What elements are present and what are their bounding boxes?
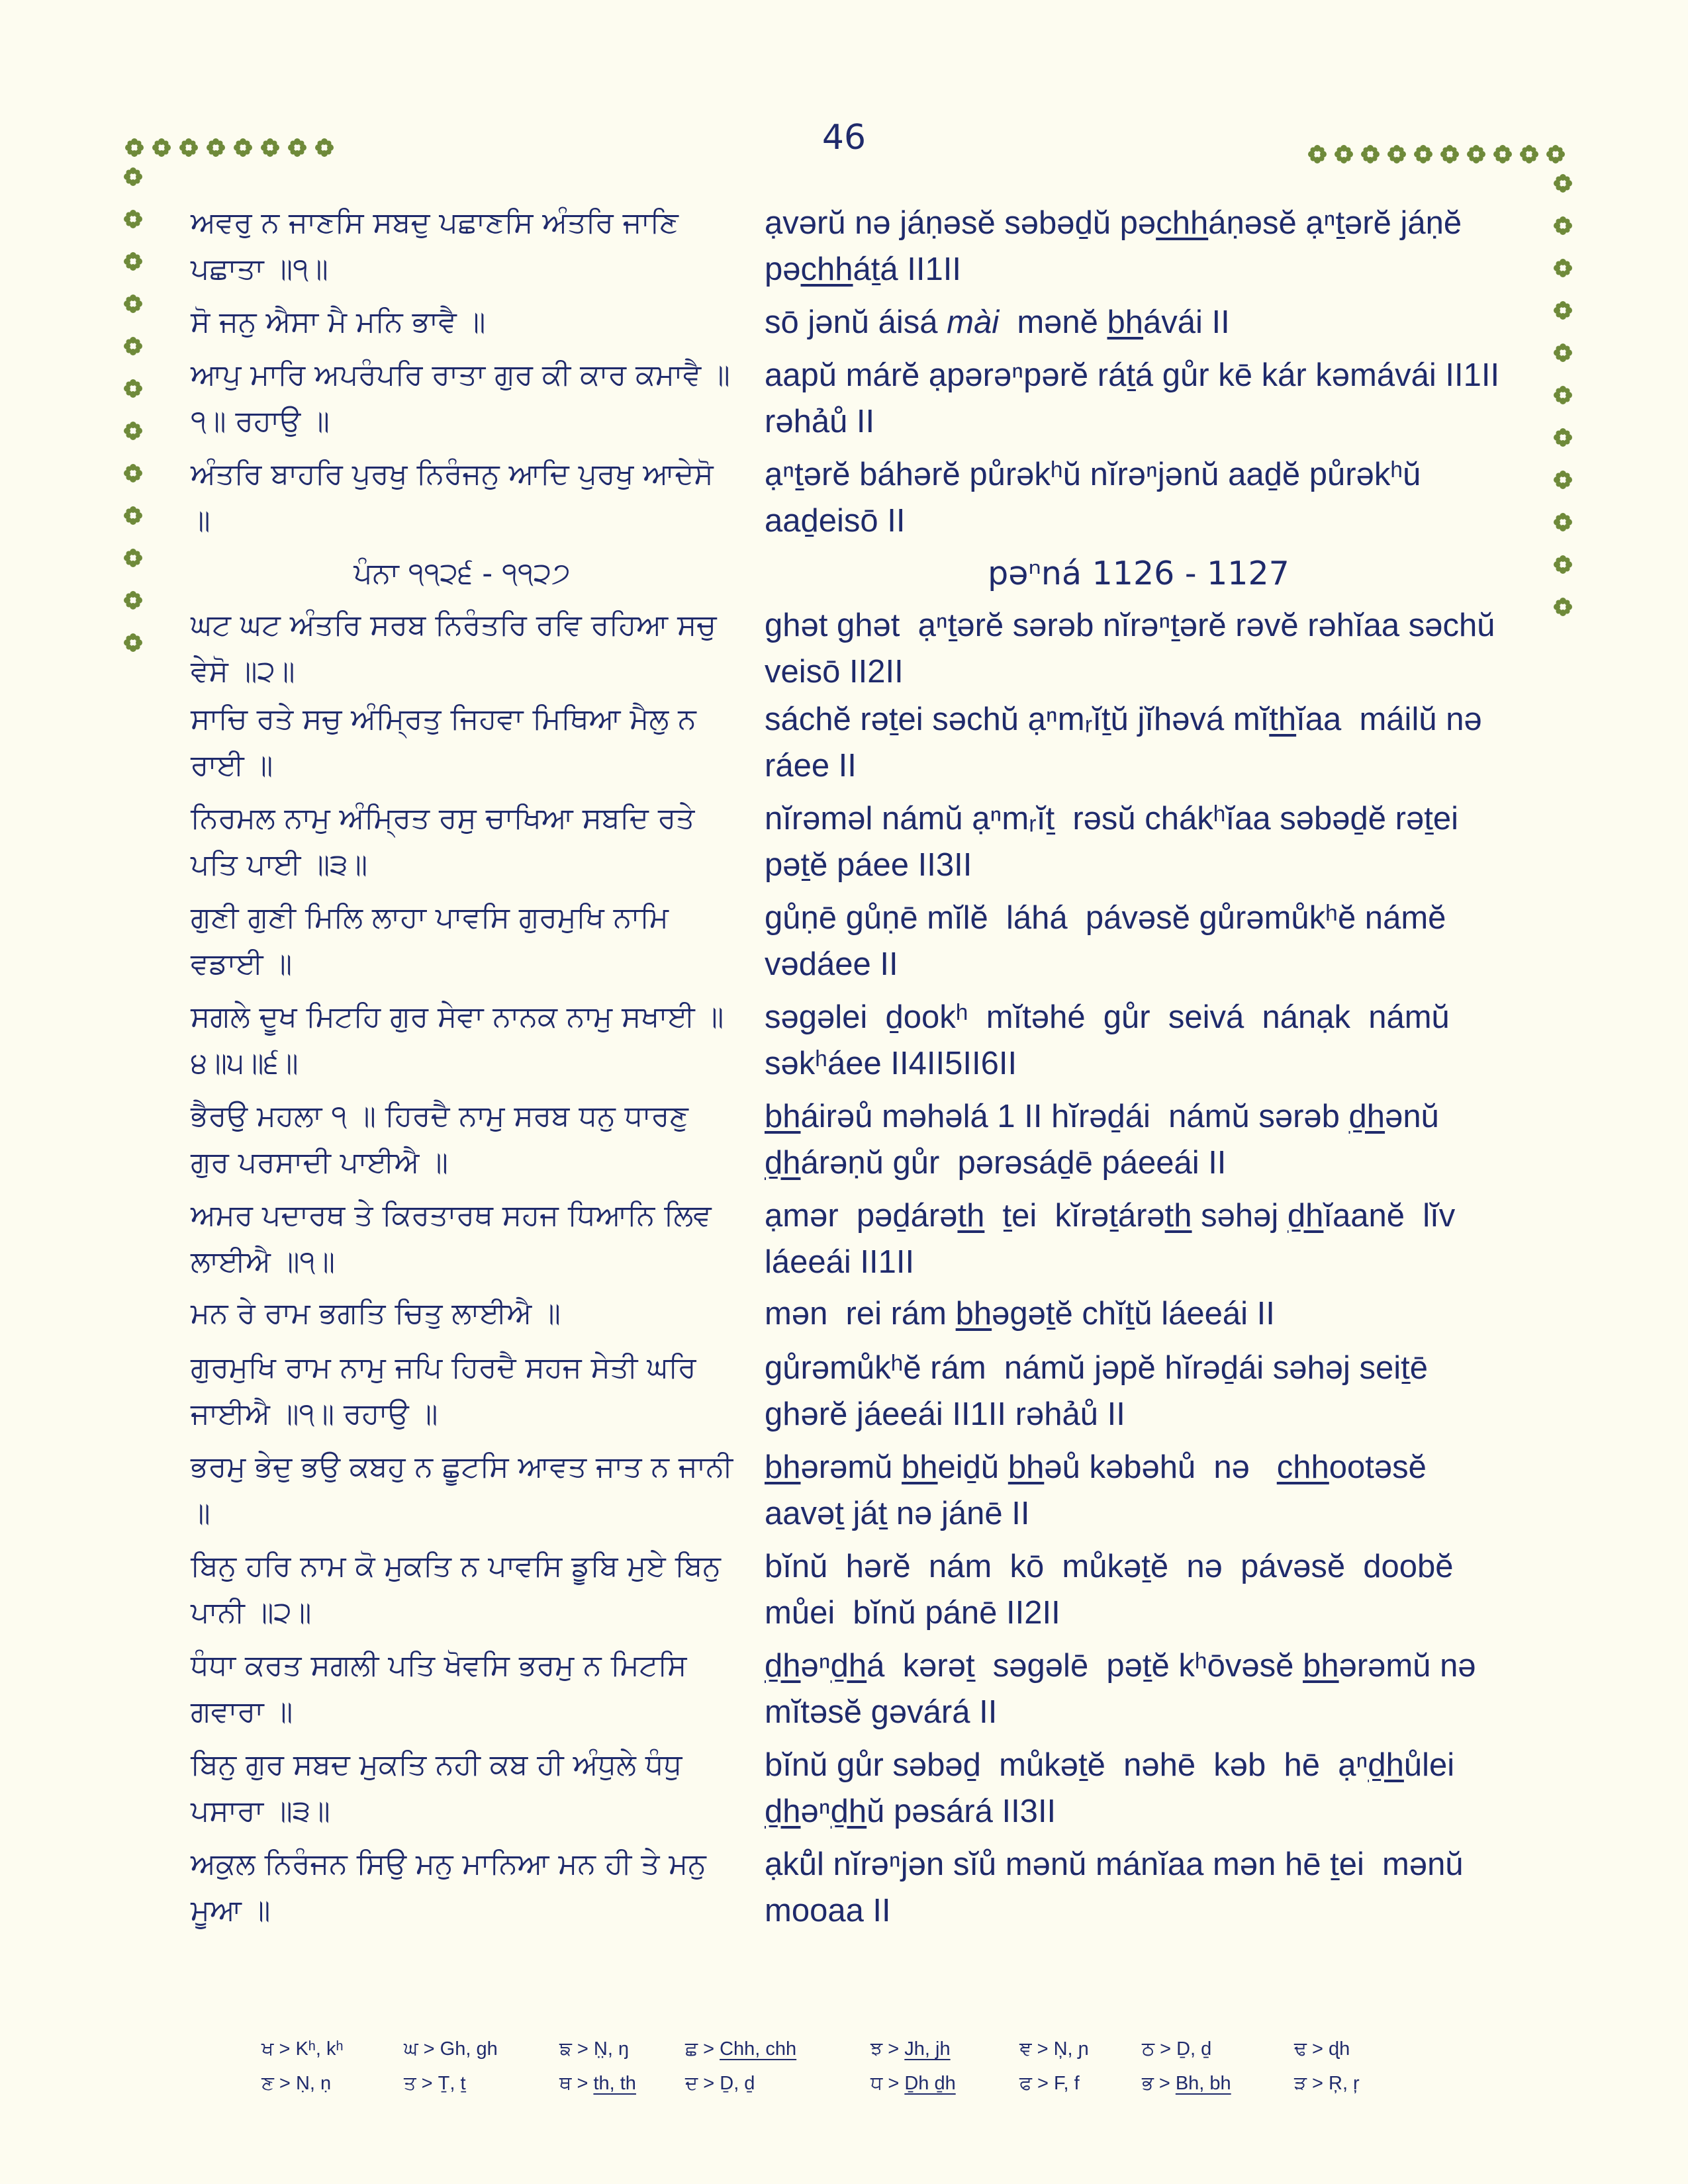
flower-ornament-icon bbox=[123, 548, 143, 568]
flower-ornament-icon bbox=[152, 138, 171, 158]
flower-ornament-icon bbox=[1334, 144, 1354, 164]
flower-ornament-icon bbox=[123, 421, 143, 441]
flower-ornament-icon bbox=[123, 294, 143, 314]
legend-entry bbox=[1142, 2073, 1231, 2095]
flower-ornament-icon bbox=[123, 633, 143, 653]
legend-gurmukhi-letter: ਛ > bbox=[685, 2038, 720, 2060]
transliteration-legend bbox=[261, 2038, 1453, 2107]
legend-gurmukhi-letter: ਝ > bbox=[870, 2038, 905, 2060]
legend-roman: Jh, jh bbox=[904, 2038, 951, 2060]
gurmukhi-verse: ਭੈਰਉ ਮਹਲਾ ੧ ॥ ਹਿਰਦੈ ਨਾਮੁ ਸਰਬ ਧਨੁ ਧਾਰਣੁ ਗੁਰ ਪਰਸਾਦੀ ਪਾਈਐ ॥ bbox=[191, 1099, 698, 1179]
legend-gurmukhi-letter: ਥ > bbox=[559, 2073, 594, 2094]
gurmukhi-verse: ਸਾਚਿ ਰਤੇ ਸਚੁ ਅੰਮ੍ਰਿਤੁ ਜਿਹਵਾ ਮਿਥਿਆ ਮੈਲੁ ਨ ਰਾਈ ॥ bbox=[191, 702, 706, 782]
transliteration-verse: gůrəmůkʰĕ rám námŭ jəpĕ hĭrəḏái səhəj seiṯē ghərĕ jáeeái II1II rəhảů II bbox=[765, 1350, 1437, 1432]
legend-entry bbox=[870, 2038, 951, 2060]
flower-ornament-icon bbox=[1553, 428, 1573, 447]
gurmukhi-verse: ਗੁਰਮੁਖਿ ਰਾਮ ਨਾਮੁ ਜਪਿ ਹਿਰਦੈ ਸਹਜ ਸੇਤੀ ਘਰਿ ਜਾਈਐ ॥੧॥ ਰਹਾਉ ॥ bbox=[191, 1351, 706, 1431]
legend-entry bbox=[1294, 2073, 1360, 2095]
legend-roman: Ņ, ɲ bbox=[1053, 2038, 1089, 2060]
flower-ornament-icon bbox=[1553, 300, 1573, 320]
flower-ornament-icon bbox=[1387, 144, 1407, 164]
legend-entry bbox=[1142, 2038, 1211, 2060]
legend-roman: Ṇ, ṇ bbox=[295, 2073, 332, 2094]
flower-ornament-icon bbox=[314, 138, 334, 158]
legend-roman: Chh, chh bbox=[720, 2038, 797, 2060]
flower-ornament-icon bbox=[1546, 144, 1566, 164]
transliteration-verse: ạvərŭ nə jáṇəsĕ səbəḏŭ pəchháṇəsĕ ạⁿṯərĕ jáṇĕ pəchháṯá II1II bbox=[765, 205, 1471, 287]
gurmukhi-verse: ਮਨ ਰੇ ਰਾਮ ਭਗਤਿ ਚਿਤੁ ਲਾਈਐ ॥ bbox=[191, 1297, 561, 1330]
gurmukhi-verse: ਘਟ ਘਟ ਅੰਤਰਿ ਸਰਬ ਨਿਰੰਤਰਿ ਰਵਿ ਰਹਿਆ ਸਚੁ ਵੇਸੋ ॥੨॥ bbox=[191, 608, 726, 688]
gurmukhi-verse: ਅਕੁਲ ਨਿਰੰਜਨ ਸਿਉ ਮਨੁ ਮਾਨਿਆ ਮਨ ਹੀ ਤੇ ਮਨੁ ਮੂਆ ॥ bbox=[191, 1847, 716, 1927]
flower-ornament-icon bbox=[1553, 385, 1573, 405]
legend-entry bbox=[870, 2073, 956, 2095]
flower-ornament-icon bbox=[123, 336, 143, 356]
legend-row bbox=[261, 2038, 1453, 2073]
flower-ornament-icon bbox=[1307, 144, 1327, 164]
legend-gurmukhi-letter: ਖ > bbox=[261, 2038, 296, 2060]
legend-entry bbox=[685, 2038, 796, 2060]
legend-gurmukhi-letter: ਙ > bbox=[559, 2038, 594, 2060]
flower-ornament-icon bbox=[1360, 144, 1380, 164]
flower-ornament-icon bbox=[206, 138, 226, 158]
legend-entry bbox=[261, 2038, 344, 2060]
flower-ornament-icon bbox=[287, 138, 307, 158]
flower-ornament-icon bbox=[123, 590, 143, 610]
legend-roman: Kʰ, kʰ bbox=[295, 2038, 344, 2060]
legend-row bbox=[261, 2073, 1453, 2107]
gurmukhi-verse: ਅਵਰੁ ਨ ਜਾਣਸਿ ਸਬਦੁ ਪਛਾਣਸਿ ਅੰਤਰਿ ਜਾਣਿ ਪਛਾਤਾ ॥੧॥ bbox=[191, 206, 688, 286]
flower-ornament-icon bbox=[1553, 512, 1573, 532]
legend-gurmukhi-letter: ਦ > bbox=[685, 2073, 720, 2094]
transliteration-verse: ạků̄l nĭrəⁿjən sĭů mənŭ mánĭaa mən hē ṯei mənŭ mooaa II bbox=[765, 1846, 1473, 1929]
flower-ornament-icon bbox=[1440, 144, 1460, 164]
page-range-transliteration: pəⁿná 1126 - 1127 bbox=[988, 555, 1289, 592]
transliteration-verse: bhərəmŭ bheiḏŭ bhəů kəbəhů nə chhootəsĕ aavəṯ jáṯ nə jánē II bbox=[765, 1449, 1436, 1531]
flower-ornament-icon bbox=[1493, 144, 1513, 164]
legend-roman: Ŗ, ŗ bbox=[1329, 2073, 1360, 2094]
gurmukhi-verse: ਭਰਮੁ ਭੇਦੁ ਭਉ ਕਬਹੁ ਨ ਛੂਟਸਿ ਆਵਤ ਜਾਤ ਨ ਜਾਨੀ ॥ bbox=[191, 1450, 743, 1530]
flower-ornament-icon bbox=[1519, 144, 1539, 164]
flower-ornament-icon bbox=[179, 138, 199, 158]
transliteration-verse: bĭnŭ hərĕ nám kō můkəṯĕ nə pávəsĕ doobĕ můei bĭnŭ pánē II2II bbox=[765, 1549, 1463, 1631]
legend-entry bbox=[1019, 2073, 1080, 2095]
gurmukhi-verse: ਬਿਨੁ ਗੁਰ ਸਬਦ ਮੁਕਤਿ ਨਹੀ ਕਬ ਹੀ ਅੰਧੁਲੇ ਧੰਧੁ ਪਸਾਰਾ ॥੩॥ bbox=[191, 1748, 692, 1828]
legend-entry bbox=[404, 2073, 466, 2095]
flower-ornament-icon bbox=[1553, 216, 1573, 236]
transliteration-verse: sáchĕ rəṯei səchŭ ạⁿmᵣĭṯŭ jĭhəvá mĭthĭaa máilŭ nə ráee II bbox=[765, 702, 1491, 784]
legend-entry bbox=[404, 2038, 498, 2060]
flower-ornament-icon bbox=[1466, 144, 1486, 164]
flower-ornament-icon bbox=[1553, 470, 1573, 490]
flower-ornament-icon bbox=[233, 138, 253, 158]
flower-ornament-icon bbox=[123, 209, 143, 229]
legend-entry bbox=[261, 2073, 331, 2095]
legend-roman: Bh, bh bbox=[1175, 2073, 1231, 2094]
legend-roman: N̤, ŋ bbox=[593, 2038, 630, 2060]
legend-gurmukhi-letter: ੜ > bbox=[1294, 2073, 1329, 2094]
page-number: 46 bbox=[821, 118, 867, 158]
legend-roman: ɖh bbox=[1329, 2038, 1350, 2060]
flower-ornament-icon bbox=[123, 379, 143, 398]
flower-ornament-icon bbox=[260, 138, 280, 158]
legend-gurmukhi-letter: ਧ > bbox=[870, 2073, 905, 2094]
transliteration-verse: sō jənŭ áisá mài mənĕ bhávái II bbox=[765, 304, 1230, 340]
legend-gurmukhi-letter: ਣ > bbox=[261, 2073, 296, 2094]
legend-roman: Gh, gh bbox=[440, 2038, 498, 2060]
legend-roman: Ṯ, ṯ bbox=[438, 2073, 466, 2094]
flower-ornament-icon bbox=[1553, 258, 1573, 278]
legend-entry bbox=[1294, 2038, 1350, 2060]
gurmukhi-verse: ਗੁਣੀ ਗੁਣੀ ਮਿਲਿ ਲਾਹਾ ਪਾਵਸਿ ਗੁਰਮੁਖਿ ਨਾਮਿ ਵਡਾਈ ॥ bbox=[191, 901, 679, 981]
transliteration-verse: bháirəů məhəlá 1 II hĭrəḏái námŭ sərəb ḏhənŭ ḏhárəṇŭ gůr pərəsáḏē páeeái II bbox=[765, 1099, 1448, 1181]
legend-gurmukhi-letter: ਢ > bbox=[1294, 2038, 1329, 2060]
flower-ornament-icon bbox=[1553, 343, 1573, 363]
gurmukhi-verse: ਸਗਲੇ ਦੂਖ ਮਿਟਹਿ ਗੁਰ ਸੇਵਾ ਨਾਨਕ ਨਾਮੁ ਸਖਾਈ ॥੪॥੫॥੬॥ bbox=[191, 1000, 724, 1080]
transliteration-verse: ạⁿṯərĕ báhərĕ půrəkʰŭ nĭrəⁿjənŭ aaḏĕ půrəkʰŭ aaḏeisō II bbox=[765, 457, 1430, 539]
flower-ornament-icon bbox=[1413, 144, 1433, 164]
flower-ornament-icon bbox=[124, 138, 144, 158]
flower-ornament-icon bbox=[123, 463, 143, 483]
transliteration-verse: ghət ghət ạⁿṯərĕ sərəb nĭrəⁿṯərĕ rəvĕ rəhĭaa səchŭ veisō II2II bbox=[765, 608, 1505, 690]
legend-gurmukhi-letter: ਭ > bbox=[1142, 2073, 1176, 2094]
legend-roman: th, th bbox=[593, 2073, 636, 2094]
flower-ornament-icon bbox=[123, 167, 143, 187]
flower-ornament-icon bbox=[1553, 597, 1573, 617]
legend-entry bbox=[559, 2073, 636, 2095]
flower-ornament-icon bbox=[1553, 555, 1573, 574]
flower-ornament-icon bbox=[123, 506, 143, 525]
transliteration-verse: ḏhəⁿḏhá kərəṯ səgəlē pəṯĕ kʰōvəsĕ bhərəmŭ nə mĭtəsĕ gəvárá II bbox=[765, 1648, 1485, 1730]
legend-roman: F, f bbox=[1054, 2073, 1080, 2094]
legend-roman: Ḏ, ḏ bbox=[1176, 2038, 1212, 2060]
legend-roman: Ḏh ḏh bbox=[904, 2073, 956, 2094]
transliteration-verse: bĭnŭ gůr səbəḏ můkəṯĕ nəhē kəb hē ạⁿḏhůlei ḏhəⁿḏhŭ pəsárá II3II bbox=[765, 1747, 1464, 1829]
gurmukhi-verse: ਅਮਰ ਪਦਾਰਥ ਤੇ ਕਿਰਤਾਰਥ ਸਹਜ ਧਿਆਨਿ ਲਿਵ ਲਾਈਐ ॥੧॥ bbox=[191, 1199, 721, 1279]
transliteration-verse: səgəlei ḏookʰ mĭtəhé gůr seivá nánạk námŭ səkʰáee II4II5II6II bbox=[765, 999, 1459, 1081]
legend-entry bbox=[685, 2073, 755, 2095]
transliteration-verse: mən rei rám bhəgəṯĕ chĭṯŭ láeeái II bbox=[765, 1296, 1275, 1332]
legend-entry bbox=[559, 2038, 629, 2060]
gurmukhi-verse: ਅੰਤਰਿ ਬਾਹਰਿ ਪੁਰਖੁ ਨਿਰੰਜਨੁ ਆਦਿ ਪੁਰਖੁ ਆਦੇਸੋ ॥ bbox=[191, 457, 723, 537]
gurmukhi-verse: ਆਪੁ ਮਾਰਿ ਅਪਰੰਪਰਿ ਰਾਤਾ ਗੁਰ ਕੀ ਕਾਰ ਕਮਾਵੈ ॥੧॥ ਰਹਾਉ ॥ bbox=[191, 358, 730, 438]
legend-gurmukhi-letter: ਫ > bbox=[1019, 2073, 1054, 2094]
transliteration-verse: aapŭ márĕ ạpərəⁿpərĕ ráṯá gůr kē kár kəmávái II1II rəhảů II bbox=[765, 357, 1509, 439]
flower-ornament-icon bbox=[123, 251, 143, 271]
legend-gurmukhi-letter: ਘ > bbox=[404, 2038, 440, 2060]
legend-entry bbox=[1019, 2038, 1089, 2060]
page-range-gurmukhi: ਪੰਨਾ ੧੧੨੬ - ੧੧੨੭ bbox=[353, 557, 571, 590]
gurmukhi-verse: ਬਿਨੁ ਹਰਿ ਨਾਮ ਕੋ ਮੁਕਤਿ ਨ ਪਾਵਸਿ ਡੂਬਿ ਮੁਏ ਬਿਨੁ ਪਾਨੀ ॥੨॥ bbox=[191, 1549, 730, 1629]
flower-ornament-icon bbox=[1553, 173, 1573, 193]
legend-gurmukhi-letter: ਞ > bbox=[1019, 2038, 1054, 2060]
legend-gurmukhi-letter: ਠ > bbox=[1142, 2038, 1177, 2060]
legend-roman: Ḏ, ḏ bbox=[720, 2073, 755, 2094]
transliteration-verse: ạmər pəḏárəth ṯei kĭrəṯárəth səhəj ḏhĭaanĕ lĭv láeeái II1II bbox=[765, 1198, 1464, 1280]
transliteration-verse: gůṇē gůṇē mĭlĕ láhá pávəsĕ gůrəmůkʰĕ námĕ vədáee II bbox=[765, 900, 1456, 982]
gurmukhi-verse: ਧੰਧਾ ਕਰਤ ਸਗਲੀ ਪਤਿ ਖੋਵਸਿ ਭਰਮੁ ਨ ਮਿਟਸਿ ਗਵਾਰਾ ॥ bbox=[191, 1649, 696, 1729]
legend-gurmukhi-letter: ਤ > bbox=[404, 2073, 438, 2094]
transliteration-verse: nĭrəməl námŭ ạⁿmᵣĭṯ rəsŭ chákʰĭaa səbəḏĕ rəṯei pəṯĕ páee II3II bbox=[765, 801, 1468, 883]
gurmukhi-verse: ਨਿਰਮਲ ਨਾਮੁ ਅੰਮ੍ਰਿਤ ਰਸੁ ਚਾਖਿਆ ਸਬਦਿ ਰਤੇ ਪਤਿ ਪਾਈ ॥੩॥ bbox=[191, 801, 704, 882]
gurmukhi-verse: ਸੋ ਜਨੁ ਐਸਾ ਮੈ ਮਨਿ ਭਾਵੈ ॥ bbox=[191, 305, 486, 339]
